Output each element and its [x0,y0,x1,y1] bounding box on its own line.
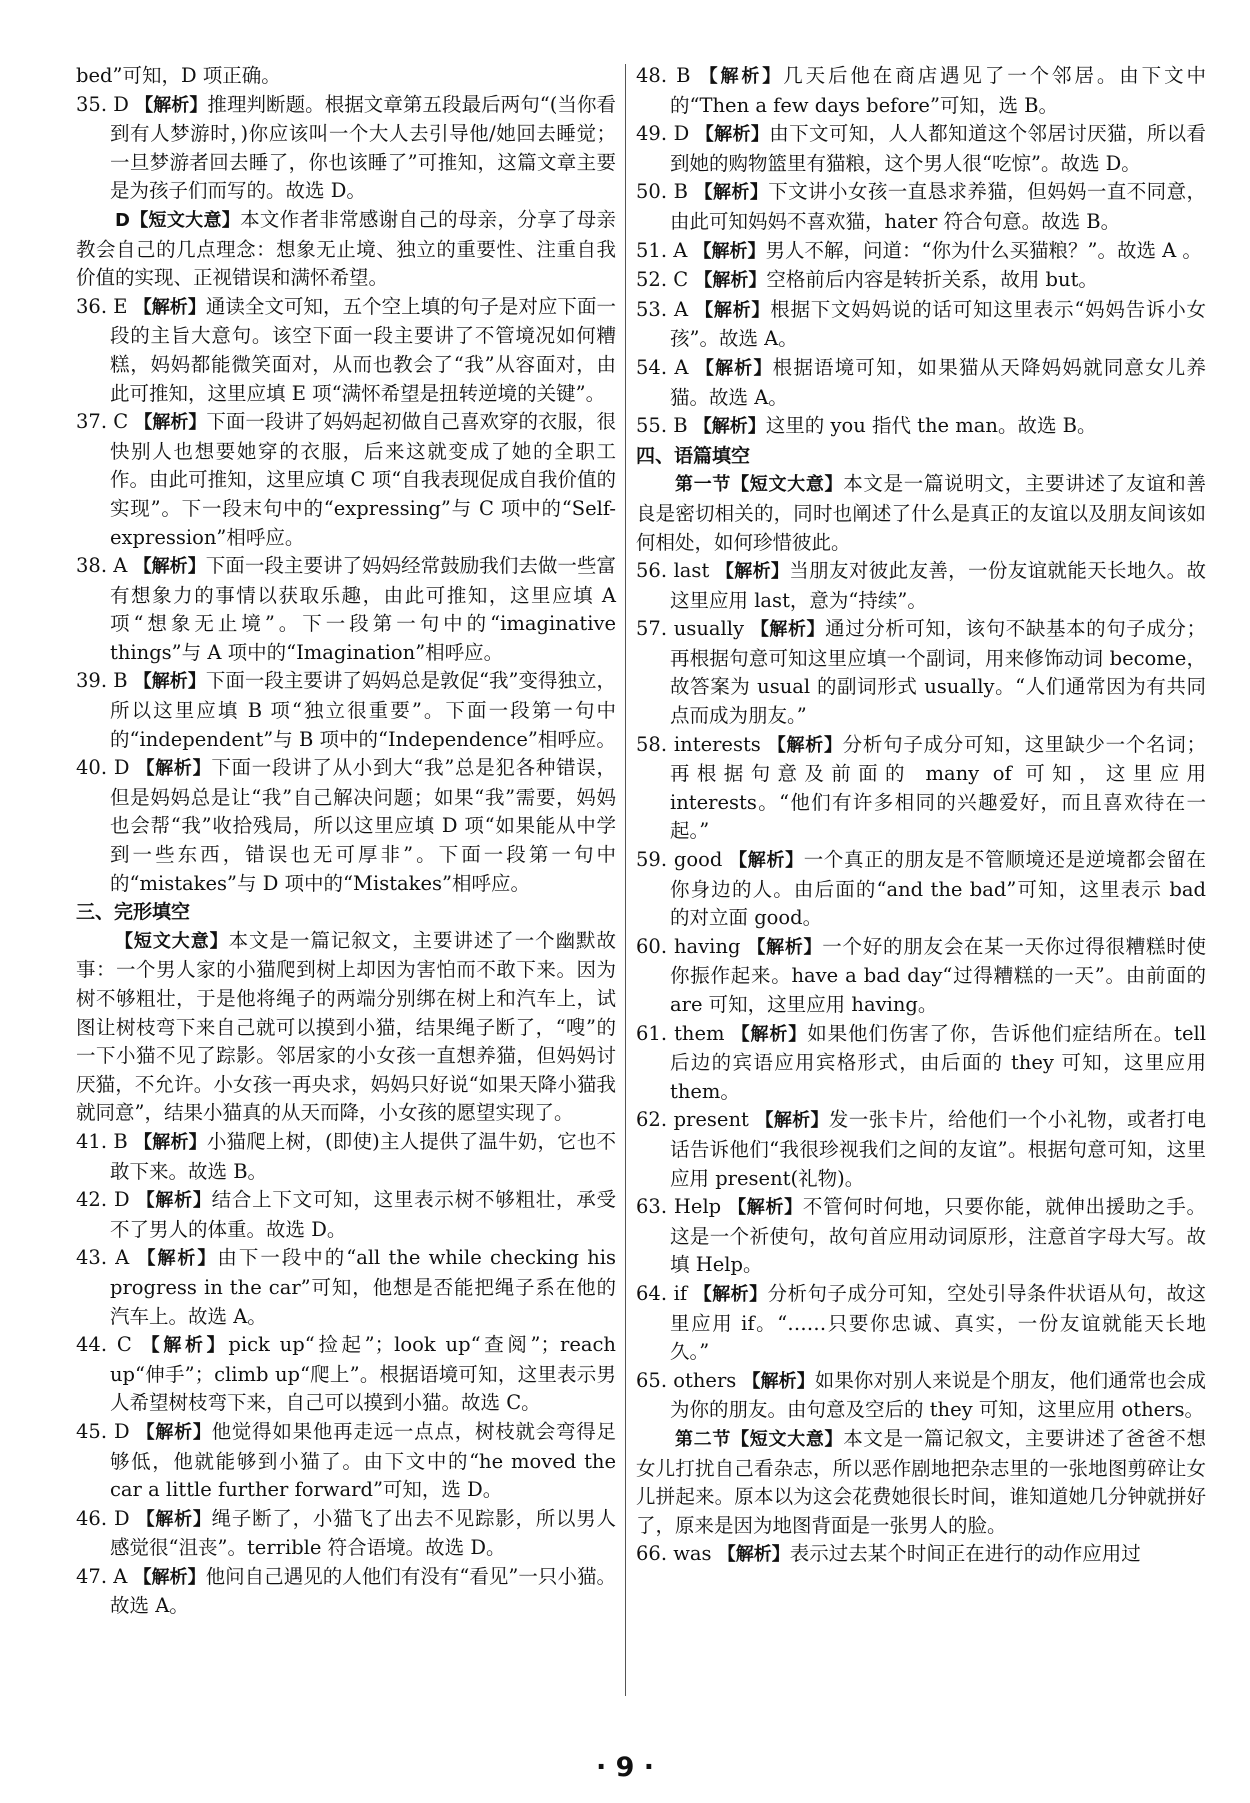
answer-item [76,1128,616,1186]
answer-number: 65. others [636,1368,737,1392]
answer-item [76,1505,616,1563]
analysis-tag: 【解析】 [694,182,769,204]
answer-item [76,1563,616,1621]
answer-item [636,1280,1206,1367]
body-text: 本文是一篇记叙文，主要讲述了一个幽默故事：一个男人家的小猫爬到树上却因为害怕而不敢下来。因为树不够粗壮，于是他将绳子的两端分别绑在树上和汽车上，试图让树枝弯下来自己就可以摸到小猫，结果绳子断了，“嗖”的一下小猫不见了踪影。邻居家的小女孩一直想养猫，但妈妈讨厌猫，不允许。小女孩一再央求，妈妈只好说“如果天降小猫我就同意”，结果小猫真的从天而降，小女孩的愿望实现了。 [76,928,616,1125]
body-text: 通读全文可知，五个空上填的句子是对应下面一段的主旨大意句。该空下面一段主要讲了不管境况如何糟糕，妈妈都能微笑面对，从而也教会了“我”从容面对，由此可推知，这里应填 E 项“满怀希望是扭转逆境的关键”。 [110,294,616,405]
page-number: · 9 · [595,1752,655,1783]
answer-item [636,933,1206,1020]
body-text: 下面一段主要讲了妈妈总是敦促“我”变得独立，所以这里应填 B 项“独立很重要”。下面一段第一句中的“independent”与 B 项中的“Independence”相呼应。 [110,669,616,751]
body-text: 小猫爬上树，(即使)主人提供了温牛奶，它也不敢下来。故选 B。 [110,1129,617,1183]
column-divider [625,64,626,1696]
answer-item [636,120,1206,178]
body-text: pick up“捡起”；look up“查阅”；reach up“伸手”；climb up“爬上”。根据语境可知，这里表示男人希望树枝弯下来，自己可以摸到小猫。故选 C。 [110,1333,616,1415]
body-text: 发一张卡片，给他们一个小礼物，或者打电话告诉他们“我很珍视我们之间的友谊”。根据句意可知，这里应用 present(礼物)。 [670,1108,1207,1190]
answer-number: 61. them [636,1021,725,1045]
analysis-tag: 【解析】 [715,561,790,583]
answer-item [636,296,1206,354]
answer-item [636,412,1206,442]
answer-item [636,731,1206,846]
analysis-tag: 【解析】 [767,734,843,756]
answer-number: 42. D [76,1188,130,1212]
analysis-tag: 【解析】 [747,936,823,958]
body-text: 如果你对别人来说是个朋友，他们通常也会成为你的朋友。由句意及空后的 they 可知，这里应用 others。 [670,1368,1206,1422]
body-text: 他觉得如果他再走远一点点，树枝就会弯得足够低，他就能够到小猫了。由下文中的“he moved the car a little further forward”可知，选 D。 [110,1419,616,1502]
section-heading: 三、完形填空 [76,901,191,924]
body-text: 空格前后内容是转折关系，故用 but。 [766,268,1098,292]
answer-number: 35. D [76,92,129,116]
answer-item [636,354,1206,412]
answer-number: 38. A [76,554,128,578]
answer-number: 41. B [76,1129,128,1153]
answer-number: 36. E [76,294,128,318]
analysis-tag: 【解析】 [731,1023,808,1045]
section-heading: 四、语篇填空 [636,444,751,467]
answer-item [636,1367,1206,1425]
analysis-tag: 【短文大意】 [115,930,229,952]
analysis-tag: 【解析】 [134,412,207,434]
body-text: 当朋友对彼此友善，一份友谊就能天长地久。故这里应用 last，意为“持续”。 [670,559,1206,612]
answer-number: 55. B [636,414,688,438]
analysis-tag: D【短文大意】 [115,209,241,231]
body-text: 结合上下文可知，这里表示树不够粗壮，承受不了男人的体重。故选 D。 [110,1188,616,1241]
analysis-tag: 【解析】 [136,758,212,780]
answer-number: 51. A [636,238,688,262]
answer-number: 52. C [636,268,689,292]
analysis-tag: 【解析】 [750,619,826,641]
analysis-tag: 【解析】 [755,1110,829,1132]
analysis-tag: 【解析】 [699,66,784,87]
body-text: 由下文可知，人人都知道这个邻居讨厌猫，所以看到她的购物篮里有猫粮，这个男人很“吃惊”。故选 D。 [670,122,1206,175]
body-text: 绳子断了，小猫飞了出去不见踪影，所以男人感觉很“沮丧”。terrible 符合语境。故选 D。 [110,1506,616,1560]
answer-number: 60. having [636,934,741,958]
body-text: 男人不解，问道：“你为什么买猫粮？”。故选 A 。 [765,238,1202,262]
answer-number: 53. A [636,297,689,321]
answer-number: 64. if [636,1281,688,1305]
answer-number: 47. A [76,1564,128,1588]
body-text: 本文作者非常感谢自己的母亲，分享了母亲教会自己的几点理念：想象无止境、独立的重要性、注重自我价值的实现、正视错误和满怀希望。 [76,207,616,290]
body-text: 由下一段中的“all the while checking his progress in the car”可知，他想是否能把绳子系在他的汽车上。故选 A。 [110,1246,617,1328]
right-column [636,62,1206,1570]
body-text: 根据下文妈妈说的话可知这里表示“妈妈告诉小女孩”。故选 A。 [670,297,1207,351]
body-text: 一个真正的朋友是不管顺境还是逆境都会留在你身边的人。由后面的“and the bad”可知，这里表示 bad 的对立面 good。 [670,848,1207,930]
analysis-tag: 【解析】 [136,1190,212,1212]
summary-paragraph [76,927,616,1128]
body-text: 下文讲小女孩一直恳求养猫，但妈妈一直不同意，由此可知妈妈不喜欢猫，hater 符合句意。故选 B。 [670,180,1207,233]
answer-number: 49. D [636,122,690,146]
summary-paragraph [636,1425,1206,1540]
body-text: 分析句子成分可知，空处引导条件状语从句，故这里应用 if。“……只要你忠诚、真实，一份友谊就能天长地久。” [670,1281,1206,1364]
analysis-tag: 【解析】 [728,1197,803,1219]
answer-number: 39. B [76,669,128,693]
analysis-tag: 【解析】 [133,556,206,578]
answer-item [636,1540,1206,1570]
answer-item [76,667,616,754]
analysis-tag: 【解析】 [693,240,766,262]
body-text: 下面一段讲了从小到大“我”总是犯各种错误，但是妈妈总是让“我”自己解决问题；如果“我”需要，妈妈也会帮“我”收拾残局，所以这里应填 D 项“如果能从中学到一些东西，错误也无可厚非”。下面一段第一句中的“mistakes”与 D 项中的“Mistakes”相呼应。 [110,756,616,895]
answer-item [636,1193,1206,1280]
body-text: 不管何时何地，只要你能，就伸出援助之手。这是一个祈使句，故句首应用动词原形，注意首字母大写。故填 Help。 [670,1195,1206,1277]
body-text: 推理判断题。根据文章第五段最后两句“(当你看到有人梦游时，)你应该叫一个大人去引导他/她回去睡觉；一旦梦游者回去睡了，你也该睡了”可推知，这篇文章主要是为孩子们而写的。故选 D。 [110,92,617,203]
analysis-tag: 【解析】 [695,124,770,146]
analysis-tag: 【解析】 [133,671,206,693]
answer-number: 56. last [636,559,710,583]
analysis-tag: 【解析】 [693,1283,768,1305]
answer-item [636,237,1206,267]
analysis-tag: 【解析】 [137,1248,218,1270]
answer-number: 54. A [636,355,689,379]
summary-paragraph [636,470,1206,557]
answer-item [76,1244,616,1331]
answer-number: 37. C [76,410,129,434]
body-text: 这里的 you 指代 the man。故选 B。 [765,414,1097,438]
body-text: 如果他们伤害了你，告诉他们症结所在。tell 后边的宾语应用宾格形式，由后面的 they 可知，这里应用 them。 [670,1021,1207,1103]
answer-number: 48. B [636,64,691,87]
answer-number: 66. was [636,1542,712,1566]
analysis-tag: 【解析】 [693,416,766,438]
body-text: 一个好的朋友会在某一天你过得很糟糕时使你振作起来。have a bad day“过得糟糕的一天”。由前面的 are 可知，这里应用 having。 [670,934,1206,1016]
body-text: 几天后他在商店遇见了一个邻居。由下文中的“Then a few days before”可知，选 B。 [670,64,1206,117]
body-text: 下面一段主要讲了妈妈经常鼓励我们去做一些富有想象力的事情以获取乐趣，由此可推知，这里应填 A 项“想象无止境”。下一段第一句中的“imaginative things”与 A 项中的“Imagination”相呼应。 [110,554,617,664]
analysis-tag: 第一节【短文大意】 [675,474,844,496]
body-text: 他问自己遇见的人他们有没有“看见”一只小猫。故选 A。 [110,1564,616,1618]
answer-item [636,1106,1206,1193]
answer-number: 40. D [76,756,130,780]
answer-item [636,266,1206,296]
left-column [76,62,616,1621]
answer-item [76,552,616,667]
answer-item [636,557,1206,615]
answer-item [636,178,1206,236]
answer-number: 57. usually [636,617,745,641]
body-text: 本文是一篇记叙文，主要讲述了爸爸不想女儿打扰自己看杂志，所以恶作剧地把杂志里的一张地图剪碎让女儿拼起来。原本以为这会花费她很长时间，谁知道她几分钟就拼好了，原来是因为地图背面是一张男人的脸。 [636,1426,1206,1537]
analysis-tag: 【解析】 [134,1131,207,1153]
answer-item [76,1186,616,1244]
body-text: 表示过去某个时间正在进行的动作应用过 [789,1542,1141,1566]
body-text: 根据语境可知，如果猫从天降妈妈就同意女儿养猫。故选 A。 [670,355,1206,409]
analysis-tag: 【解析】 [133,1566,206,1588]
analysis-tag: 【解析】 [133,296,206,318]
analysis-tag: 【解析】 [136,1508,212,1530]
body-text: 分析句子成分可知，这里缺少一个名词；再根据句意及前面的 many of 可知，这里应用 interests。“他们有许多相同的兴趣爱好，而且喜欢待在一起。” [670,732,1207,843]
analysis-tag: 第二节【短文大意】 [675,1428,844,1450]
answer-number: 43. A [76,1246,130,1270]
answer-item [636,846,1206,933]
analysis-tag: 【解析】 [729,850,804,872]
answer-number: 45. D [76,1419,130,1443]
answer-number: 50. B [636,180,688,204]
answer-item [76,1418,616,1505]
body-text: 下面一段讲了妈妈起初做自己喜欢穿的衣服，很快别人也想要她穿的衣服，后来这就变成了她的全职工作。由此可推知，这里应填 C 项“自我表现促成自我价值的实现”。下一段末句中的“expressing”与 C 项中的“Self-expression”相呼应。 [110,410,616,549]
analysis-tag: 【解析】 [742,1370,815,1392]
answer-number: 58. interests [636,732,761,756]
answer-number: 44. C [76,1333,132,1357]
answer-item [76,1331,616,1418]
summary-paragraph [76,206,616,293]
answer-number: 59. good [636,848,723,872]
answer-item [76,293,616,408]
answer-item [76,408,616,552]
analysis-tag: 【解析】 [695,299,771,321]
body-text: 通过分析可知，该句不缺基本的句子成分；再根据句意可知这里应填一个副词，用来修饰动词 become，故答案为 usual 的副词形式 usually。“人们通常因为有共同点而成为朋友。” [670,617,1206,728]
analysis-tag: 【解析】 [694,270,767,292]
answer-item [76,91,616,206]
body-text: 本文是一篇说明文，主要讲述了友谊和善良是密切相关的，同时也阐述了什么是真正的友谊以及朋友间该如何相处，如何珍惜彼此。 [636,472,1206,554]
answer-number: 62. present [636,1108,749,1132]
analysis-tag: 【解析】 [136,1421,212,1443]
answer-item [636,1020,1206,1107]
answer-item [636,615,1206,730]
continuation-text: bed”可知，D 项正确。 [76,64,281,87]
analysis-tag: 【解析】 [135,94,208,116]
analysis-tag: 【解析】 [141,1335,229,1357]
answer-item [76,754,616,898]
analysis-tag: 【解析】 [717,1544,790,1566]
answer-item [636,62,1206,120]
analysis-tag: 【解析】 [695,357,773,379]
answer-number: 63. Help [636,1195,722,1219]
answer-number: 46. D [76,1506,130,1530]
